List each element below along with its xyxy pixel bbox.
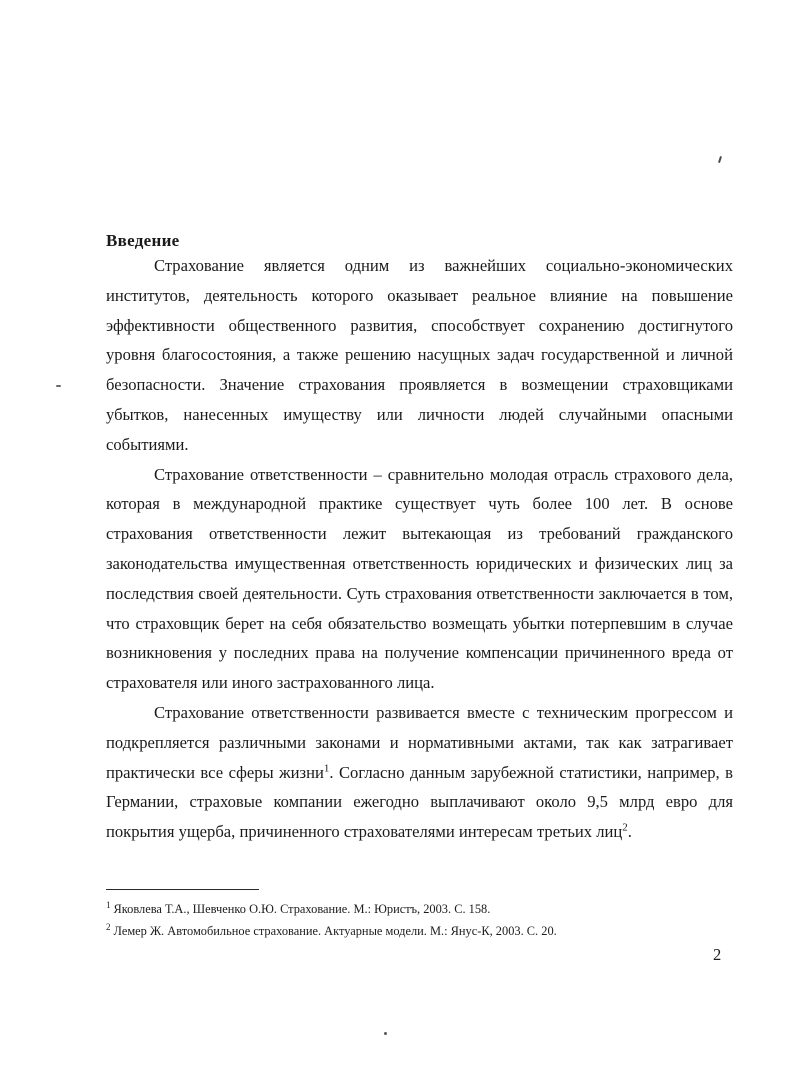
document-body xyxy=(106,251,733,847)
paragraph-text: . Согласно данным зарубежной статистики, например, в Германии, страховые компании ежегодно выплачивают около 9,5 млрд евро для покрытия ущерба, причиненного страхователями интересам третьих лиц xyxy=(106,762,734,842)
footnote-marker: 2 xyxy=(106,921,111,932)
footnote-text: Лемер Ж. Автомобильное страхование. Актуарные модели. М.: Янус-К, 2003. С. 20. xyxy=(113,924,557,939)
page-number: 2 xyxy=(713,945,722,964)
scan-artifact-tick xyxy=(718,156,722,163)
footnotes-section xyxy=(106,889,716,941)
paragraph: Страхование ответственности – сравнительно молодая отрасль страхового дела, которая в международной практике существует чуть более 100 лет. В основе страхования ответственности лежит вытекающая из требований гражданского законодательства имущественная ответственность юридических и физических лиц за последствия своей деятельности. Суть страхования ответственности заключается в том, что страховщик берет на себя обязательство возмещать убытки потерпевшим в случае возникновения у последних права на получение компенсации причиненного вреда от страхователя или иного застрахованного лица. xyxy=(106,464,733,693)
footnote-separator-rule xyxy=(106,889,259,890)
scan-artifact-dot xyxy=(384,1032,387,1035)
paragraph xyxy=(106,698,733,847)
paragraph-text: Страхование ответственности развивается вместе с техническим прогрессом и подкрепляется различными законами и нормативными актами, так как затрагивает практически все сферы жизни xyxy=(106,702,733,782)
footnote xyxy=(106,897,716,919)
footnote xyxy=(106,919,716,941)
footnote-reference-1: 1 xyxy=(323,762,330,775)
paragraph: Страхование является одним из важнейших социально-экономических институтов, деятельность которого оказывает реальное влияние на повышение эффективности общественного развития, способствует сохранению достигнутого уровня благосостояния, а также решению насущных задач государственной и личной безопасности. Значение страхования проявляется в возмещении страховщиками убытков, нанесенных имуществу или личности людей случайными опасными событиями. xyxy=(106,256,733,454)
footnote-reference-2: 2 xyxy=(622,821,628,834)
page-title: Введение xyxy=(106,231,180,251)
paragraph-text: . xyxy=(627,822,632,842)
footnote-text: Яковлева Т.А., Шевченко О.Ю. Страхование. М.: Юристъ, 2003. С. 158. xyxy=(113,902,491,917)
footnote-marker: 1 xyxy=(106,900,111,910)
scan-artifact-dash xyxy=(56,385,61,387)
